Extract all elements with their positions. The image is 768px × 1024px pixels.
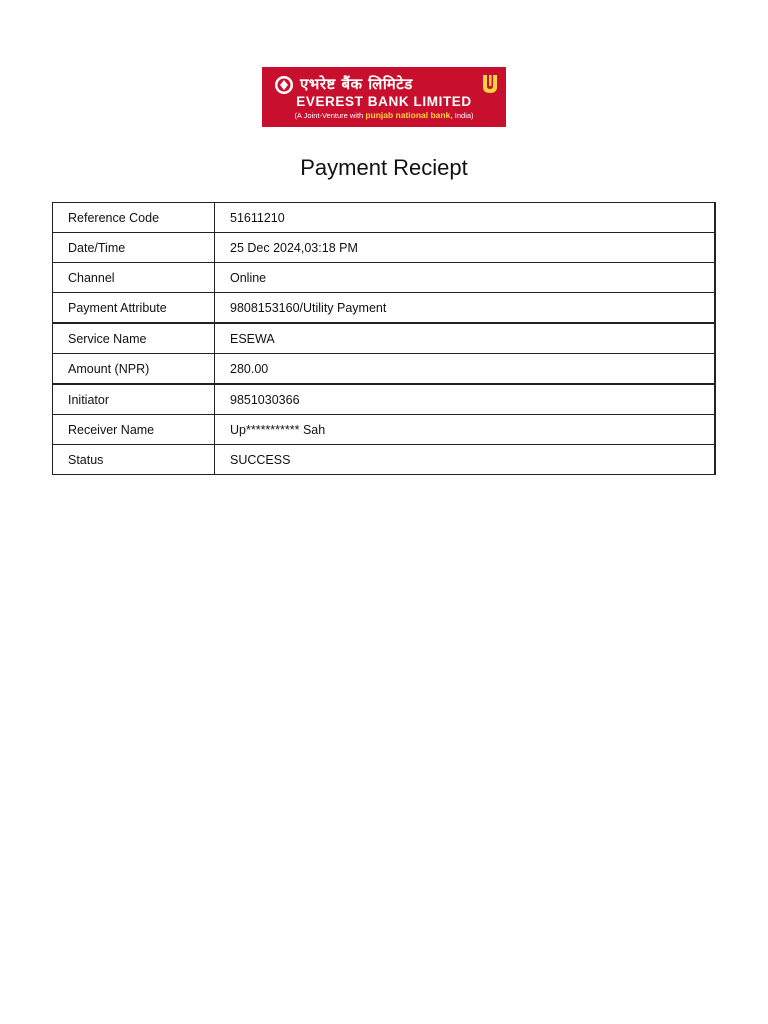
service-name-value: ESEWA	[215, 323, 716, 354]
receiver-name-value: Up*********** Sah	[215, 415, 716, 445]
table-row	[53, 203, 716, 233]
payment-attribute-value: 9808153160/Utility Payment	[215, 293, 716, 324]
table-row	[53, 384, 716, 415]
bank-tagline	[262, 110, 506, 121]
tagline-suffix: India)	[454, 111, 474, 120]
tagline-partner: punjab national bank,	[365, 110, 453, 120]
initiator-value: 9851030366	[215, 384, 716, 415]
table-row	[53, 233, 716, 263]
channel-label: Channel	[53, 263, 215, 293]
table-row	[53, 263, 716, 293]
date-time-value: 25 Dec 2024,03:18 PM	[215, 233, 716, 263]
receipt-details-table	[52, 202, 716, 475]
bank-name-nepali: एभरेष्ट बैंक लिमिटेड	[300, 75, 413, 93]
table-row	[53, 445, 716, 475]
bank-logo	[262, 67, 506, 127]
reference-code-value: 51611210	[215, 203, 716, 233]
amount-label: Amount (NPR)	[53, 354, 215, 385]
amount-value: 280.00	[215, 354, 716, 385]
bank-emblem-icon	[274, 75, 294, 95]
channel-value: Online	[215, 263, 716, 293]
status-value: SUCCESS	[215, 445, 716, 475]
page-title: Payment Reciept	[300, 155, 468, 180]
receiver-name-label: Receiver Name	[53, 415, 215, 445]
bank-name-english: EVEREST BANK LIMITED	[296, 94, 472, 109]
table-row	[53, 354, 716, 385]
pnb-logo-icon	[480, 73, 500, 95]
table-row	[53, 323, 716, 354]
table-row	[53, 293, 716, 324]
tagline-prefix: (A Joint-Venture with	[294, 111, 364, 120]
date-time-label: Date/Time	[53, 233, 215, 263]
reference-code-label: Reference Code	[53, 203, 215, 233]
payment-attribute-label: Payment Attribute	[53, 293, 215, 324]
initiator-label: Initiator	[53, 384, 215, 415]
table-row	[53, 415, 716, 445]
status-label: Status	[53, 445, 215, 475]
service-name-label: Service Name	[53, 323, 215, 354]
